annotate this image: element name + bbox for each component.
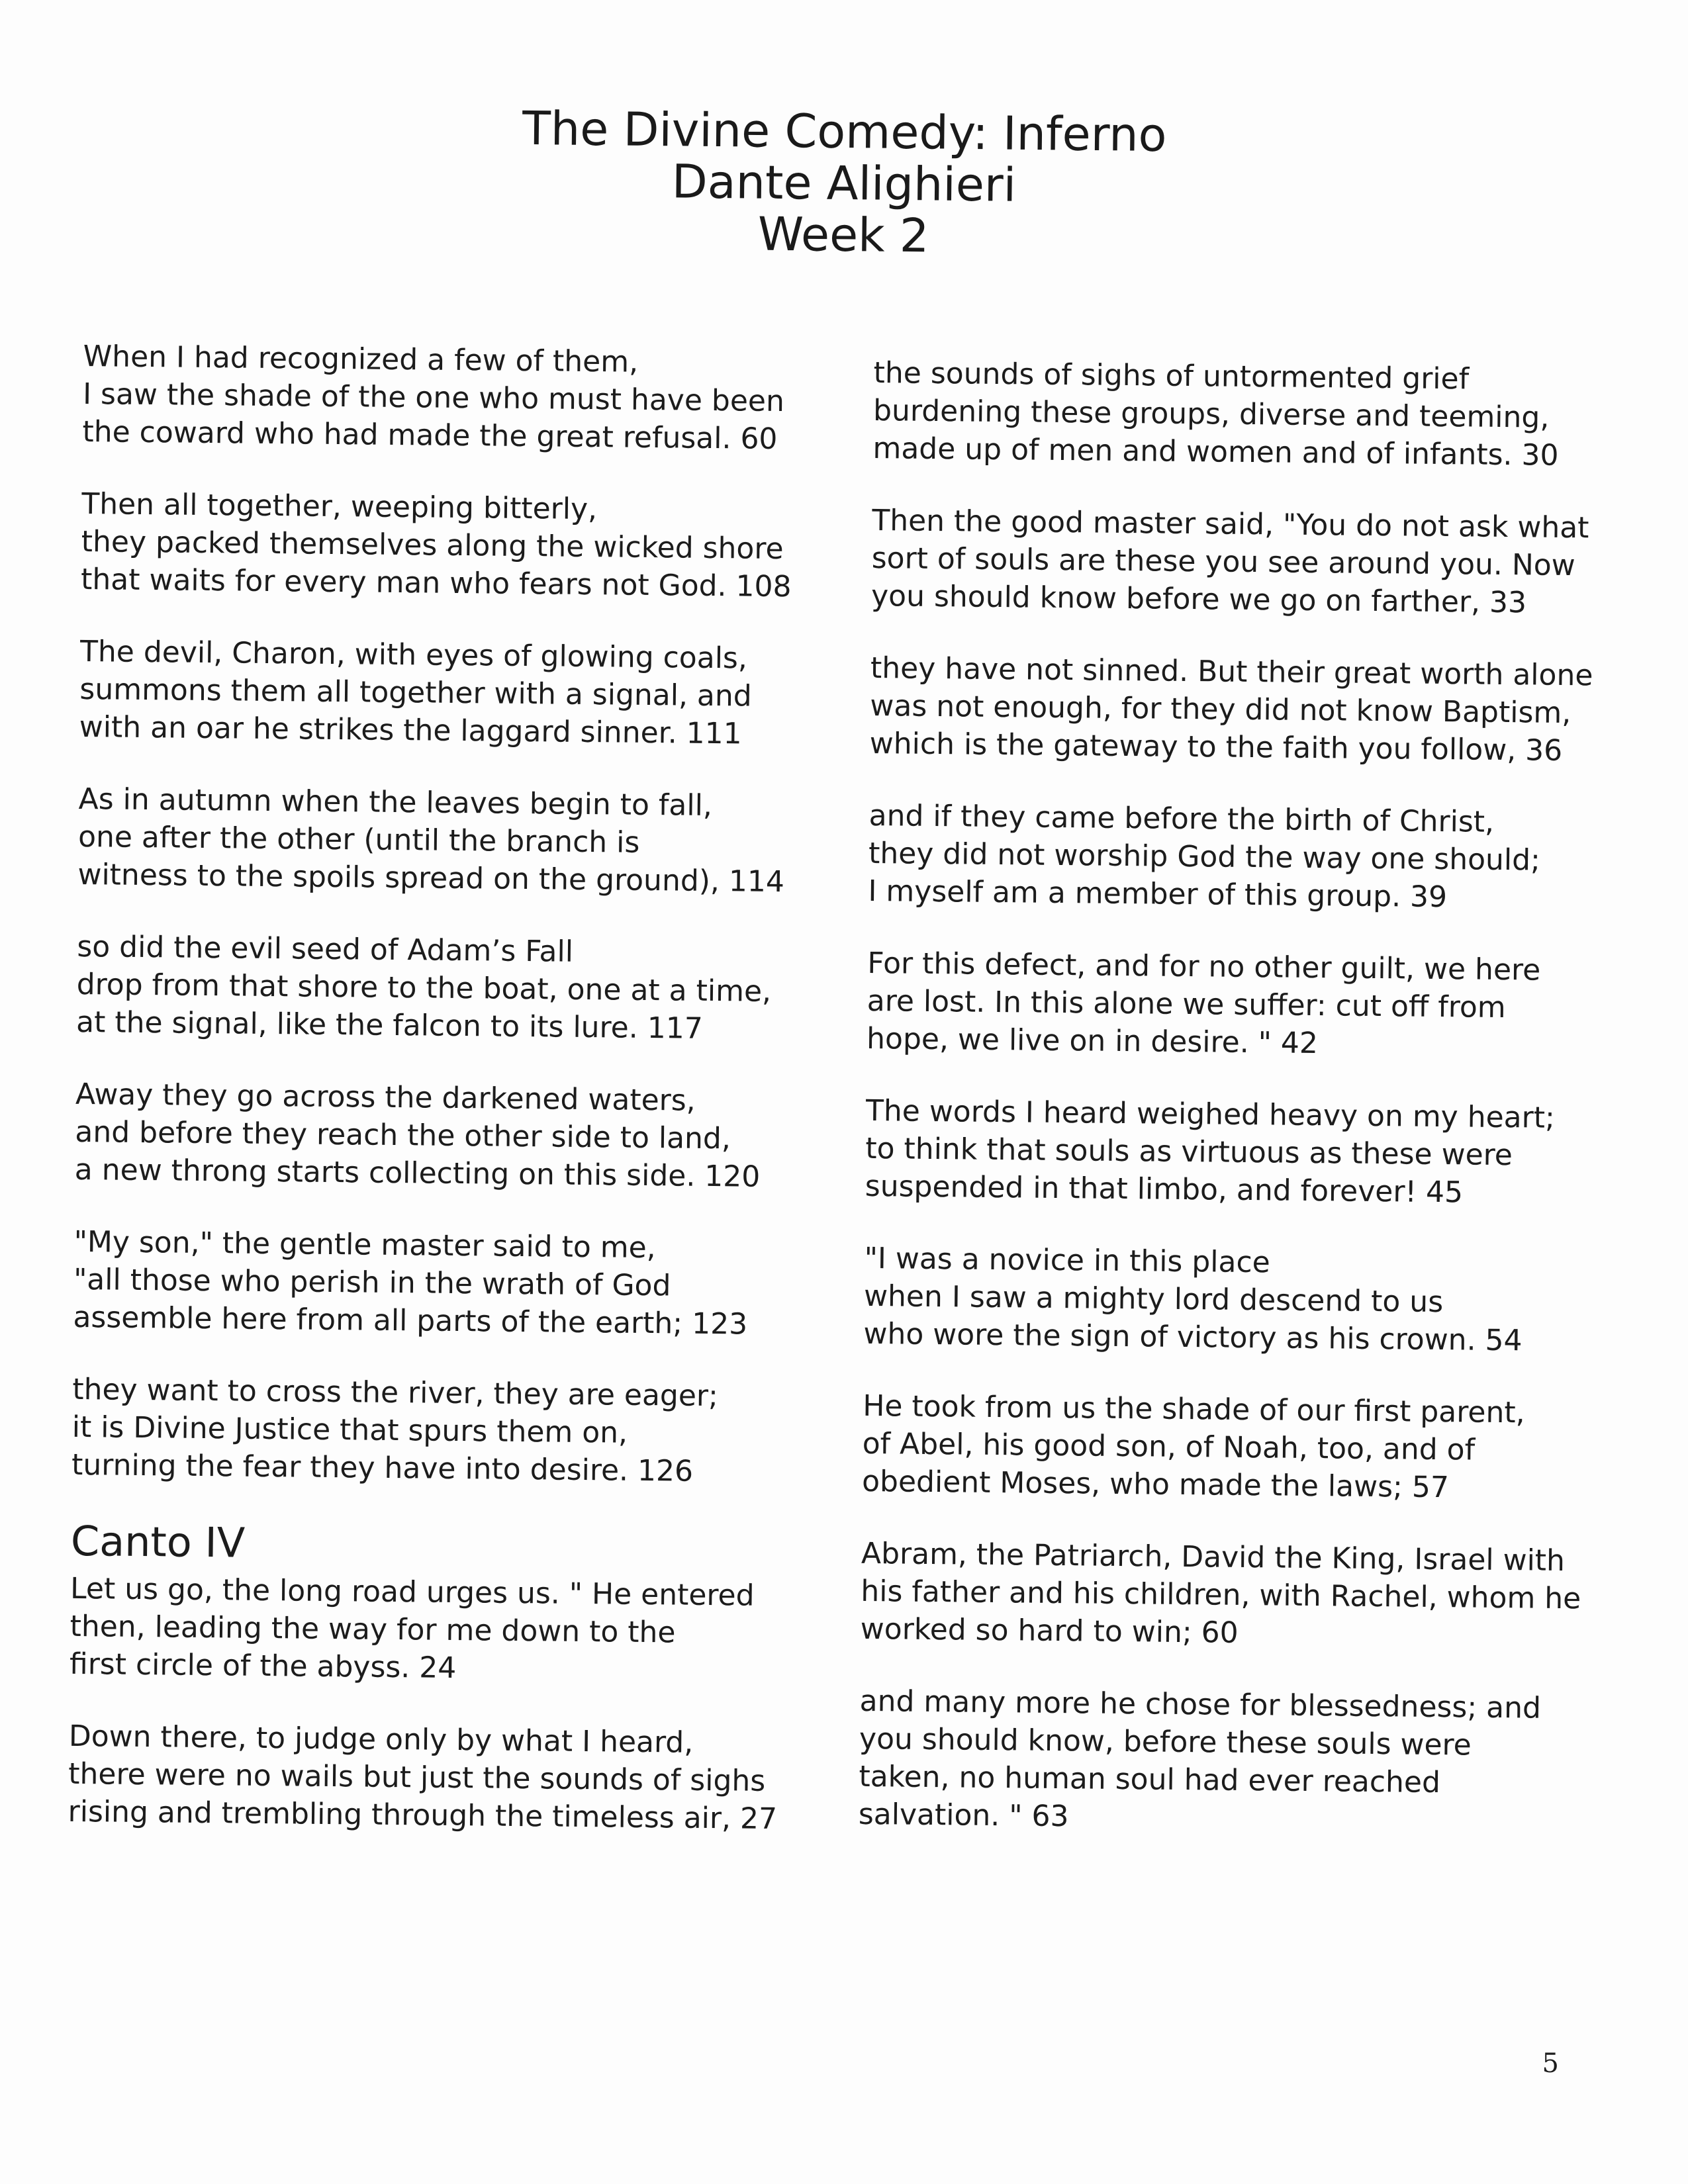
verse-line: which is the gateway to the faith you follow, 36 [869, 726, 1563, 768]
right-column [858, 354, 1609, 1875]
verse-line: As in autumn when the leaves begin to fall, [78, 782, 713, 823]
verse-line: For this defect, and for no other guilt, we here [867, 946, 1541, 987]
verse-line: there were no wails but just the sounds of sighs [68, 1756, 766, 1798]
verse-line: and before they reach the other side to land, [75, 1115, 731, 1156]
verse-line: "My son," the gentle master said to me, [73, 1224, 656, 1265]
stanza [870, 649, 1606, 770]
verse-line: so did the evil seed of Adam’s Fall [77, 929, 574, 969]
verse-line: salvation. " 63 [858, 1797, 1069, 1834]
verse-line: first circle of the abyss. 24 [69, 1647, 457, 1686]
verse-line: to think that souls as virtuous as these were [865, 1131, 1513, 1173]
title-line-1: The Divine Comedy: Inferno [522, 101, 1167, 163]
canto-heading: Canto IV [70, 1516, 246, 1567]
verse-line: the coward who had made the great refusal. 60 [82, 414, 778, 456]
verse-line: you should know, before these souls were [859, 1721, 1472, 1762]
verse-line: they did not worship God the way one should; [868, 836, 1541, 878]
verse-line: they want to cross the river, they are eager; [72, 1372, 719, 1414]
title-block [0, 97, 1688, 270]
stanza [79, 633, 816, 754]
verse-line: rising and trembling through the timeless air, 27 [68, 1794, 778, 1837]
page-number: 5 [1542, 2048, 1559, 2079]
stanza [70, 1570, 806, 1691]
verse-line: hope, we live on in desire. " 42 [866, 1021, 1319, 1061]
stanza [859, 1682, 1595, 1841]
verse-line: a new throng starts collecting on this side. 120 [74, 1152, 761, 1194]
verse-line: "I was a novice in this place [864, 1241, 1271, 1280]
verse-line: then, leading the way for me down to the [70, 1609, 676, 1650]
verse-line: Down there, to judge only by what I heard, [68, 1719, 694, 1760]
verse-line: made up of men and women and of infants. 30 [872, 431, 1559, 473]
verse-line: you should know before we go on farther, 33 [870, 578, 1527, 620]
verse-line: suspended in that limbo, and forever! 45 [865, 1169, 1464, 1210]
stanza [68, 1717, 804, 1839]
verse-line: "all those who perish in the wrath of God [73, 1262, 671, 1303]
verse-line: the sounds of sighs of untormented grief [873, 355, 1470, 396]
verse-line: worked so hard to win; 60 [860, 1612, 1239, 1650]
left-stanzas-before-canto [71, 338, 818, 1492]
right-stanzas [859, 354, 1609, 1841]
verse-line: When I had recognized a few of them, [83, 339, 639, 379]
stanza [871, 502, 1607, 623]
stanza [861, 1535, 1597, 1656]
verse-line: Abram, the Patriarch, David the King, Israel with [861, 1536, 1566, 1578]
verse-line: summons them all together with a signal, and [79, 672, 753, 713]
verse-line: drop from that shore to the boat, one at a time, [76, 967, 772, 1009]
verse-line: witness to the spoils spread on the ground), 114 [77, 857, 785, 899]
stanza [75, 1075, 811, 1197]
left-column [68, 338, 818, 1872]
stanza [862, 1387, 1598, 1508]
verse-line: his father and his children, with Rachel, whom he [861, 1574, 1581, 1616]
verse-line: sort of souls are these you see around you. Now [871, 541, 1575, 583]
title-line-3: Week 2 [757, 206, 929, 263]
verse-line: The words I heard weighed heavy on my heart; [865, 1093, 1556, 1135]
verse-line: turning the fear they have into desire. 126 [71, 1447, 694, 1488]
verse-line: was not enough, for they did not know Baptism, [870, 688, 1571, 731]
verse-line: I saw the shade of the one who must have been [82, 377, 785, 419]
stanza [865, 1092, 1601, 1213]
verse-line: when I saw a mighty lord descend to us [863, 1279, 1444, 1320]
verse-line: it is Divine Justice that spurs them on, [71, 1410, 628, 1450]
verse-line: I myself am a member of this group. 39 [868, 874, 1448, 915]
verse-line: Then the good master said, "You do not ask what [872, 503, 1589, 545]
verse-line: assemble here from all parts of the earth; 123 [73, 1300, 748, 1342]
verse-line: The devil, Charon, with eyes of glowing coals, [79, 634, 748, 676]
stanza [868, 797, 1604, 918]
stanza [867, 944, 1603, 1066]
stanza [73, 1223, 809, 1344]
stanza [863, 1240, 1599, 1361]
verse-line: He took from us the shade of our first parent, [863, 1388, 1525, 1430]
stanza [872, 354, 1609, 475]
verse-line: obedient Moses, who made the laws; 57 [861, 1464, 1450, 1505]
verse-line: that waits for every man who fears not God. 108 [80, 562, 792, 604]
stanza [71, 1371, 808, 1492]
title-line-2: Dante Alighieri [671, 154, 1017, 212]
verse-line: they packed themselves along the wicked shore [81, 524, 784, 567]
verse-line: and many more he chose for blessedness; and [859, 1684, 1542, 1725]
stanza [81, 485, 817, 606]
verse-line: Then all together, weeping bitterly, [81, 486, 598, 527]
stanza [77, 780, 814, 901]
verse-line: are lost. In this alone we suffer: cut off from [867, 983, 1506, 1025]
verse-line: they have not sinned. But their great worth alone [870, 651, 1593, 693]
verse-line: who wore the sign of victory as his crown. 54 [863, 1316, 1523, 1358]
verse-line: one after the other (until the branch is [77, 819, 640, 860]
left-stanzas-after-canto [68, 1570, 805, 1839]
verse-line: and if they came before the birth of Christ, [868, 798, 1495, 839]
verse-line: burdening these groups, diverse and teeming, [872, 393, 1550, 435]
verse-line: with an oar he strikes the laggard sinner. 111 [79, 709, 742, 751]
verse-line: Away they go across the darkened waters, [75, 1077, 696, 1118]
verse-line: of Abel, his good son, of Noah, too, and of [862, 1426, 1476, 1467]
verse-line: at the signal, like the falcon to its lure. 117 [75, 1005, 703, 1046]
stanza [76, 928, 812, 1049]
verse-line: taken, no human soul had ever reached [859, 1759, 1441, 1800]
verse-line: Let us go, the long road urges us. " He entered [70, 1571, 755, 1613]
stanza [82, 338, 818, 459]
